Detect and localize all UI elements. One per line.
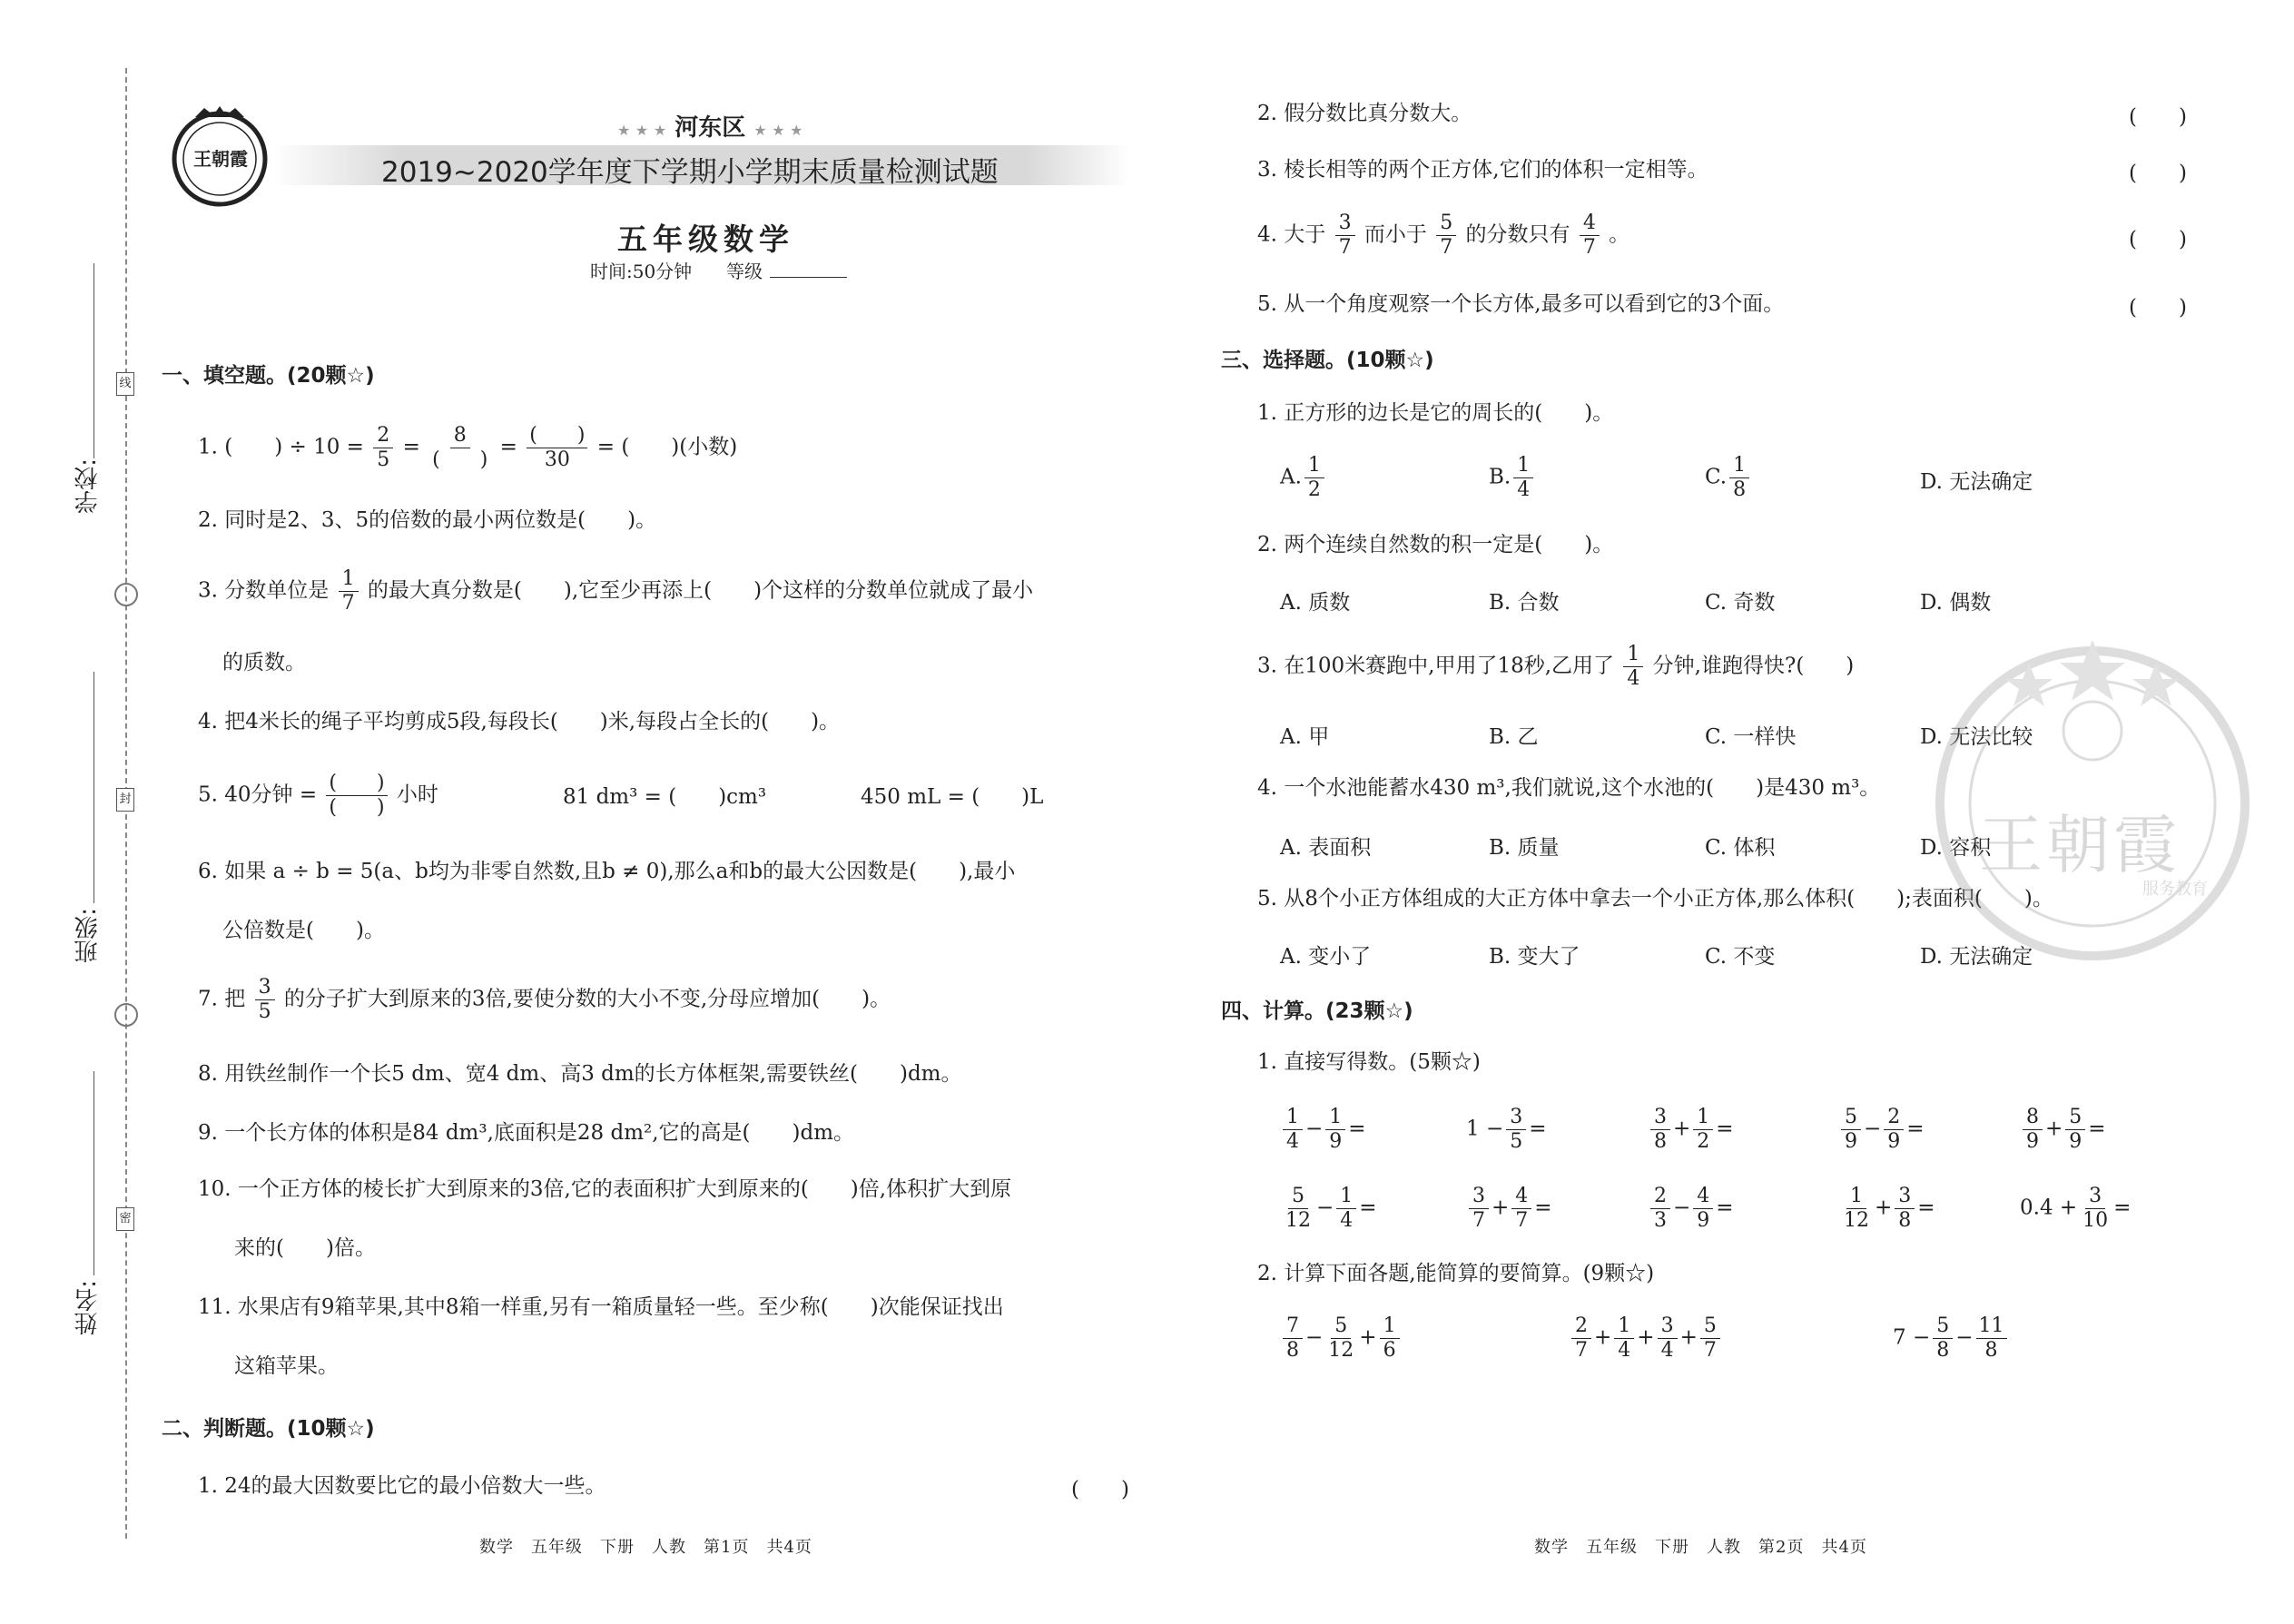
s3-q1: 1. 正方形的边长是它的周长的( )。 <box>1257 401 1614 425</box>
s1-q6: 6. 如果 a ÷ b = 5(a、b均为非零自然数,且b ≠ 0),那么a和b的最大公因数是( ),最小 <box>198 860 1016 883</box>
calc-r1-4: $\frac{5}{9}$ − $\frac{2}{9}$ = <box>1838 1106 1925 1154</box>
binding-strip <box>0 0 154 1624</box>
footer-right: 数学 五年级 下册 人教 第2页 共4页 <box>1534 1538 1867 1557</box>
class-label: 班级: <box>74 908 102 963</box>
s3-q4-option-c[interactable]: C. 体积 <box>1705 836 1776 860</box>
calc-r2-4: $\frac{1}{12}$ + $\frac{3}{8}$ = <box>1844 1185 1935 1232</box>
subject-title: 五年级数学 <box>617 221 794 257</box>
s1-q3-cont: 的质数。 <box>222 651 306 674</box>
s3-q5-option-b[interactable]: B. 变大了 <box>1489 945 1580 969</box>
s1-q4: 4. 把4米长的绳子平均剪成5段,每段长( )米,每段占全长的( )。 <box>198 710 841 733</box>
section2-title: 二、判断题。(10颗☆) <box>162 1417 375 1441</box>
s2-q3-answer[interactable]: ( ) <box>2129 162 2187 185</box>
star-icon: ★ ★ ★ <box>617 122 667 139</box>
logo-seal <box>168 104 272 209</box>
s2-q2-answer[interactable]: ( ) <box>2129 105 2187 129</box>
s3-q4-option-b[interactable]: B. 质量 <box>1489 836 1560 860</box>
grade-field-line[interactable] <box>770 277 847 278</box>
watermark-seal <box>1929 635 2256 962</box>
s3-q1-option-d[interactable]: D. 无法确定 <box>1920 470 2033 494</box>
s1-q6-cont: 公倍数是( )。 <box>222 919 385 942</box>
s1-q1: 1. ( ) ÷ 10 = $\frac{2}{5}$ = $\frac{8}{( )}$ = $\frac{( )}{30}$ = ( )(小数) <box>198 424 738 471</box>
s2-q5: 5. 从一个角度观察一个长方体,最多可以看到它的3个面。 <box>1257 292 1785 316</box>
s1-q10-cont: 来的( )倍。 <box>234 1236 376 1260</box>
binding-circle-icon <box>114 1003 138 1027</box>
time-label: 时间:50分钟 <box>590 261 693 282</box>
s1-q7: 7. 把 $\frac{3}{5}$ 的分子扩大到原来的3倍,要使分数的大小不变,分母应增加( )。 <box>198 976 891 1023</box>
section4-title: 四、计算。(23颗☆) <box>1221 999 1413 1023</box>
watermark-sub: 服务教育 <box>2142 880 2208 899</box>
s3-q2-option-a[interactable]: A. 质数 <box>1280 591 1351 615</box>
s1-q3: 3. 分数单位是 $\frac{1}{7}$ 的最大真分数是( ),它至少再添上( )个这样的分数单位就成了最小 <box>198 567 1034 615</box>
s2-q5-answer[interactable]: ( ) <box>2129 296 2187 320</box>
calc-r1-2: 1 − $\frac{3}{5}$ = <box>1466 1106 1547 1153</box>
s3-q2-option-c[interactable]: C. 奇数 <box>1705 591 1776 615</box>
calc-r1-1: $\frac{1}{4}$ − $\frac{1}{9}$ = <box>1280 1106 1366 1154</box>
exam-title: 2019~2020学年度下学期小学期末质量检测试题 <box>381 156 999 189</box>
s2-q1: 1. 24的最大因数要比它的最小倍数大一些。 <box>198 1474 606 1498</box>
s3-q3: 3. 在100米赛跑中,甲用了18秒,乙用了 $\frac{1}{4}$ 分钟,谁跑得快?( ) <box>1257 643 1855 690</box>
s3-q5: 5. 从8个小正方体组成的大正方体中拿去一个小正方体,那么体积( );表面积( )。 <box>1257 887 2053 910</box>
s3-q3-option-d[interactable]: D. 无法比较 <box>1920 725 2033 749</box>
calc-r2-5: 0.4 + $\frac{3}{10}$ = <box>2020 1185 2132 1232</box>
s1-q5-c: 450 mL = ( )L <box>861 785 1044 809</box>
s3-q5-option-c[interactable]: C. 不变 <box>1705 945 1776 969</box>
seal-mark-line: 线 <box>116 372 134 396</box>
s1-q10: 10. 一个正方体的棱长扩大到原来的3倍,它的表面积扩大到原来的( )倍,体积扩大到原 <box>198 1177 1012 1201</box>
s2-q2: 2. 假分数比真分数大。 <box>1257 102 1472 125</box>
s1-q8: 8. 用铁丝制作一个长5 dm、宽4 dm、高3 dm的长方体框架,需要铁丝( )dm。 <box>198 1062 962 1086</box>
s3-q2: 2. 两个连续自然数的积一定是( )。 <box>1257 533 1614 556</box>
s2-q4-answer[interactable]: ( ) <box>2129 228 2187 251</box>
star-icon: ★ ★ ★ <box>753 122 803 139</box>
district-title: ★ ★ ★ 河东区 ★ ★ ★ <box>617 114 803 142</box>
calc-r2-2: $\frac{3}{7}$ + $\frac{4}{7}$ = <box>1466 1185 1552 1233</box>
s2-q3: 3. 棱长相等的两个正方体,它们的体积一定相等。 <box>1257 158 1708 182</box>
footer-left: 数学 五年级 下册 人教 第1页 共4页 <box>479 1538 812 1557</box>
s2-q4: 4. 大于 $\frac{3}{7}$ 而小于 $\frac{5}{7}$ 的分数只有 $\frac{4}{7}$ 。 <box>1257 212 1630 259</box>
logo-text: 王朝霞 <box>193 148 248 170</box>
watermark-text: 王朝霞 <box>1979 808 2181 882</box>
section1-title: 一、填空题。(20颗☆) <box>162 364 375 388</box>
s3-q4: 4. 一个水池能蓄水430 m³,我们就说,这个水池的( )是430 m³。 <box>1257 776 1881 800</box>
s1-q5-b: 81 dm³ = ( )cm³ <box>563 785 767 809</box>
seal-mark-secret: 密 <box>116 1207 134 1231</box>
calc-r3-2: $\frac{2}{7}$ + $\frac{1}{4}$ + $\frac{3}{4}$ + $\frac{5}{7}$ <box>1569 1314 1723 1363</box>
calc-r1-5: $\frac{8}{9}$ + $\frac{5}{9}$ = <box>2020 1106 2106 1154</box>
s3-q1-option-a[interactable]: A. $\frac{1}{2}$ <box>1280 454 1327 502</box>
calc-r2-3: $\frac{2}{3}$ − $\frac{4}{9}$ = <box>1648 1185 1734 1233</box>
s1-q2: 2. 同时是2、3、5的倍数的最小两位数是( )。 <box>198 508 657 532</box>
s1-q11-cont: 这箱苹果。 <box>234 1354 339 1378</box>
s3-q5-option-a[interactable]: A. 变小了 <box>1280 945 1372 969</box>
s1-q5: 5. 40分钟 = $\frac{( )}{( )}$ 小时 <box>198 772 438 819</box>
s3-q2-option-b[interactable]: B. 合数 <box>1489 591 1560 615</box>
grade-label: 等级 <box>726 261 763 282</box>
s3-q5-option-d[interactable]: D. 无法确定 <box>1920 945 2033 969</box>
school-label: 学校: <box>74 458 102 514</box>
s3-q4-option-a[interactable]: A. 表面积 <box>1280 836 1372 860</box>
s3-q2-option-d[interactable]: D. 偶数 <box>1920 591 1992 615</box>
s4-sub2: 2. 计算下面各题,能简算的要简算。(9颗☆) <box>1257 1262 1655 1285</box>
s3-q3-option-c[interactable]: C. 一样快 <box>1705 725 1797 749</box>
name-label: 姓名: <box>74 1280 102 1335</box>
calc-r3-3: 7 − $\frac{5}{8}$ − $\frac{11}{8}$ <box>1893 1314 2010 1363</box>
s2-q1-answer[interactable]: ( ) <box>1071 1478 1129 1501</box>
s1-q11: 11. 水果店有9箱苹果,其中8箱一样重,另有一箱质量轻一些。至少称( )次能保证找出 <box>198 1295 1004 1319</box>
s3-q1-option-c[interactable]: C. $\frac{1}{8}$ <box>1705 454 1752 502</box>
section3-title: 三、选择题。(10颗☆) <box>1221 349 1434 372</box>
calc-r3-1: $\frac{7}{8}$ − $\frac{5}{12}$ + $\frac{1}{6}$ <box>1280 1314 1403 1363</box>
s3-q3-option-a[interactable]: A. 甲 <box>1280 725 1330 749</box>
seal-mark-seal: 封 <box>116 788 134 812</box>
s1-q9: 9. 一个长方体的体积是84 dm³,底面积是28 dm²,它的高是( )dm。 <box>198 1121 855 1145</box>
s4-sub1: 1. 直接写得数。(5颗☆) <box>1257 1050 1481 1074</box>
calc-r2-1: $\frac{5}{12}$ − $\frac{1}{4}$ = <box>1285 1185 1377 1232</box>
binding-circle-icon <box>114 583 138 606</box>
s3-q4-option-d[interactable]: D. 容积 <box>1920 836 1992 860</box>
calc-r1-3: $\frac{3}{8}$ + $\frac{1}{2}$ = <box>1648 1106 1734 1154</box>
s3-q1-option-b[interactable]: B. $\frac{1}{4}$ <box>1489 454 1536 502</box>
s3-q3-option-b[interactable]: B. 乙 <box>1489 725 1539 749</box>
